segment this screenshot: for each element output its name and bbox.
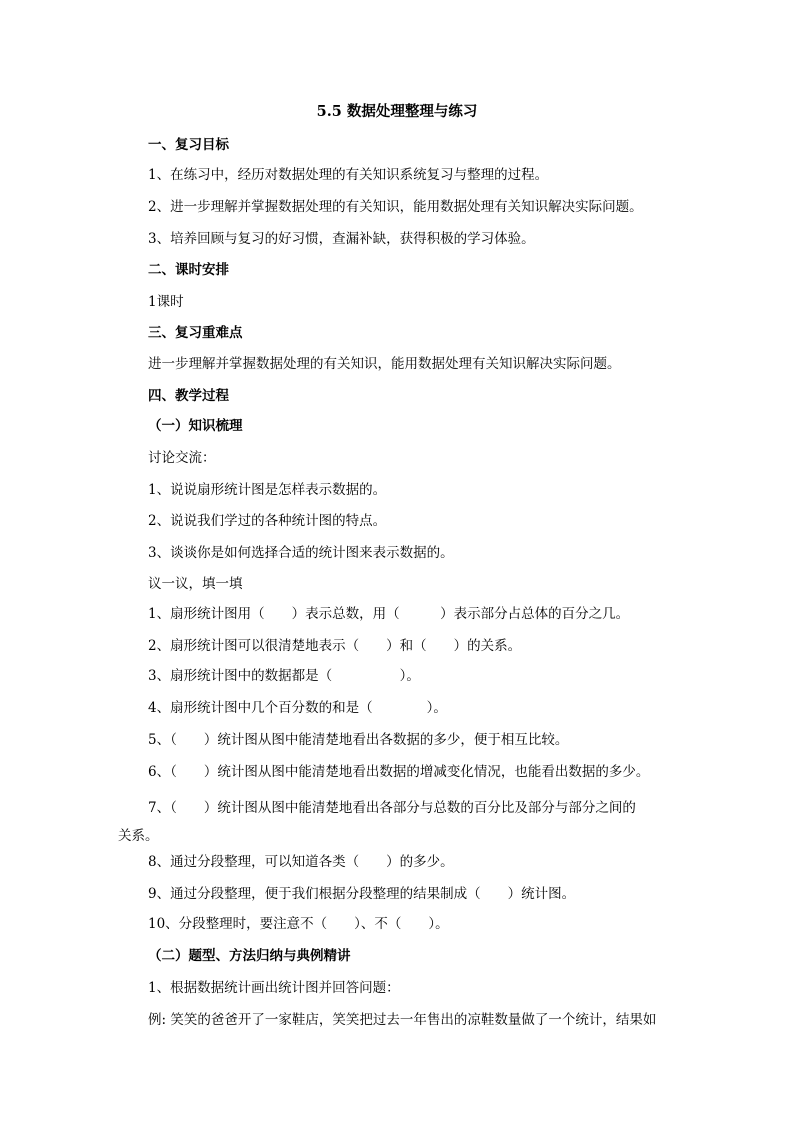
paragraph-line: 7、（ ）统计图从图中能清楚地看出各部分与总数的百分比及部分与部分之间的关系。 (118, 800, 636, 844)
paragraph-line: 3、扇形统计图中的数据都是（ ）。 (148, 668, 420, 684)
paragraph-line: 5、（ ）统计图从图中能清楚地看出各数据的多少，便于相互比较。 (148, 732, 569, 748)
section-heading: 三、复习重难点 (148, 325, 243, 341)
paragraph-line: 3、谈谈你是如何选择合适的统计图来表示数据的。 (148, 545, 454, 561)
paragraph-line: 进一步理解并掌握数据处理的有关知识，能用数据处理有关知识解决实际问题。 (148, 356, 621, 372)
paragraph-line: 讨论交流： (148, 450, 216, 466)
paragraph-line: 1、扇形统计图用（ ）表示总数，用（ ）表示部分占总体的百分之几。 (148, 606, 630, 622)
section-heading: 一、复习目标 (148, 137, 229, 153)
paragraph-line: 9、通过分段整理，便于我们根据分段整理的结果制成（ ）统计图。 (148, 886, 576, 902)
paragraph-line: 2、说说我们学过的各种统计图的特点。 (148, 513, 387, 529)
paragraph-line: 议一议，填一填 (148, 576, 243, 592)
paragraph-line: 8、通过分段整理，可以知道各类（ ）的多少。 (148, 854, 454, 870)
section-heading: 二、课时安排 (148, 262, 229, 278)
paragraph-line: 1、在练习中，经历对数据处理的有关知识系统复习与整理的过程。 (148, 167, 549, 183)
paragraph-line: 1、说说扇形统计图是怎样表示数据的。 (148, 482, 387, 498)
paragraph-line: 2、扇形统计图可以很清楚地表示（ ）和（ ）的关系。 (148, 638, 522, 654)
paragraph-line: 例: 笑笑的爸爸开了一家鞋店，笑笑把过去一年售出的凉鞋数量做了一个统计，结果如 (148, 1012, 657, 1028)
section-heading: （二）题型、方法归纳与典例精讲 (148, 948, 351, 964)
paragraph-line: 2、进一步理解并掌握数据处理的有关知识，能用数据处理有关知识解决实际问题。 (148, 199, 643, 215)
section-heading: 四、教学过程 (148, 388, 229, 404)
paragraph-line: 10、分段整理时，要注意不（ ）、不（ ）。 (148, 916, 449, 932)
paragraph-line: 3、培养回顾与复习的好习惯，查漏补缺，获得积极的学习体验。 (148, 231, 535, 247)
paragraph-line: 1、根据数据统计画出统计图并回答问题： (148, 980, 400, 996)
paragraph-line: 4、扇形统计图中几个百分数的和是（ ）。 (148, 700, 447, 716)
section-heading: （一）知识梳理 (148, 418, 243, 434)
paragraph-line: 1课时 (148, 294, 184, 310)
paragraph-line: 6、（ ）统计图从图中能清楚地看出数据的增减变化情况，也能看出数据的多少。 (148, 764, 650, 780)
document-title: 5.5 数据处理整理与练习 (316, 103, 478, 120)
